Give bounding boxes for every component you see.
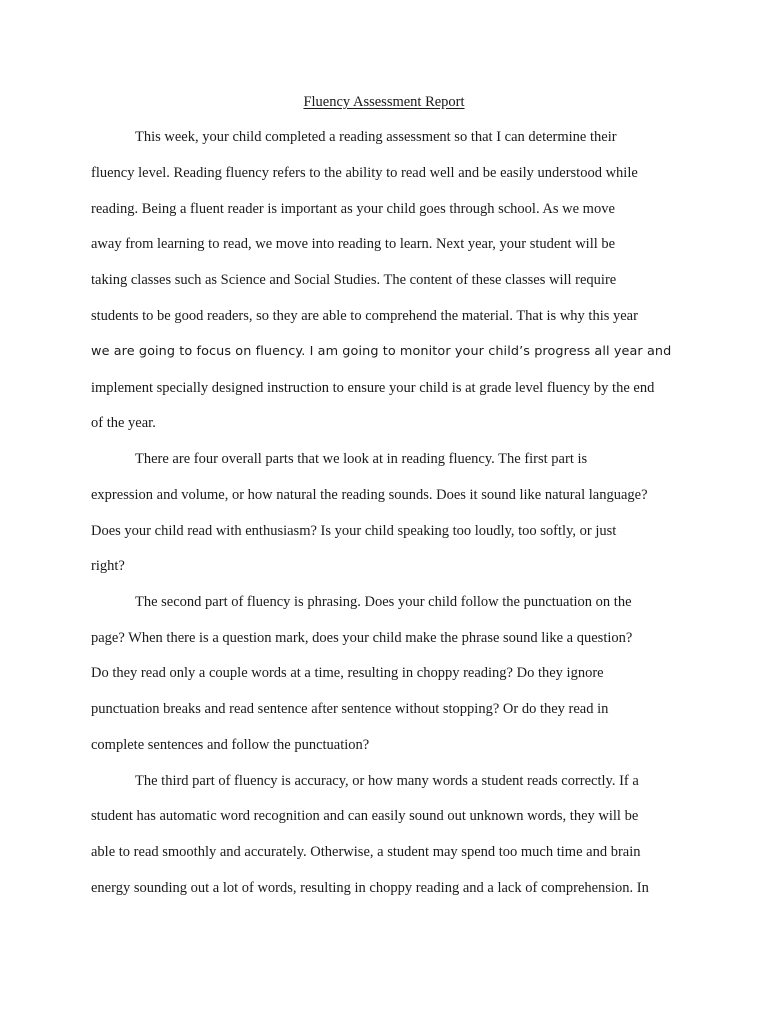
text-line: taking classes such as Science and Social Studies. The content of these classes will require — [91, 272, 617, 288]
text-line: reading. Being a fluent reader is important as your child goes through school. As we move — [91, 201, 615, 217]
text-line: This week, your child completed a reading assessment so that I can determine their — [135, 129, 617, 145]
text-line: we are going to focus on fluency. I am going to monitor your child’s progress all year and — [91, 344, 672, 359]
page-title — [0, 92, 768, 112]
text-line: punctuation breaks and read sentence after sentence without stopping? Or do they read in — [91, 701, 609, 717]
text-line: away from learning to read, we move into reading to learn. Next year, your student will be — [91, 236, 616, 252]
text-line: The third part of fluency is accuracy, or how many words a student reads correctly. If a — [135, 773, 639, 789]
text-line: complete sentences and follow the punctuation? — [91, 737, 370, 753]
text-line: implement specially designed instruction to ensure your child is at grade level fluency by the end — [91, 380, 655, 396]
text-line: energy sounding out a lot of words, resulting in choppy reading and a lack of comprehension. In — [91, 880, 649, 896]
text-line: There are four overall parts that we look at in reading fluency. The first part is — [135, 451, 588, 467]
text-line: expression and volume, or how natural the reading sounds. Does it sound like natural language? — [91, 487, 648, 503]
text-line: of the year. — [91, 415, 156, 431]
text-line: student has automatic word recognition and can easily sound out unknown words, they will be — [91, 808, 639, 824]
text-line: able to read smoothly and accurately. Otherwise, a student may spend too much time and brain — [91, 844, 641, 860]
page-title-text: Fluency Assessment Report — [303, 94, 465, 110]
text-line: fluency level. Reading fluency refers to the ability to read well and be easily understood while — [91, 165, 638, 181]
text-line: page? When there is a question mark, does your child make the phrase sound like a question? — [91, 630, 633, 646]
text-line: students to be good readers, so they are able to comprehend the material. That is why this year — [91, 308, 638, 324]
text-line: The second part of fluency is phrasing. Does your child follow the punctuation on the — [135, 594, 632, 610]
text-line: right? — [91, 558, 125, 574]
text-line: Does your child read with enthusiasm? Is your child speaking too loudly, too softly, or just — [91, 523, 617, 539]
text-line: Do they read only a couple words at a time, resulting in choppy reading? Do they ignore — [91, 665, 604, 681]
